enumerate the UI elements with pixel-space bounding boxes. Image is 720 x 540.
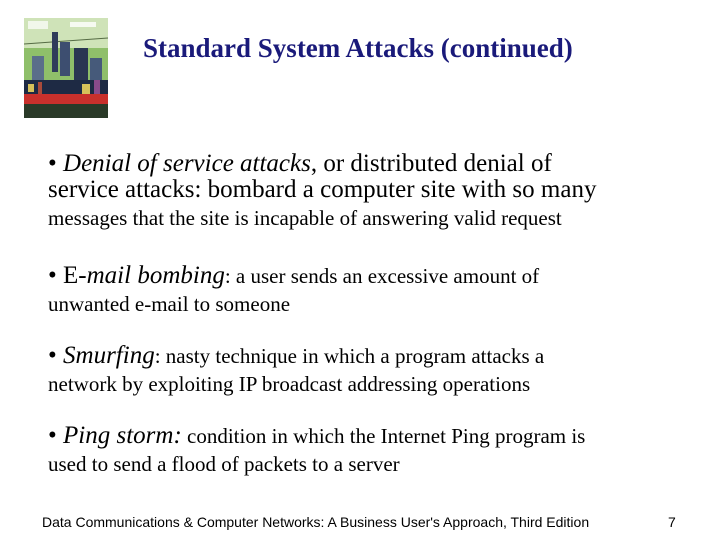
bullet-text: used to send a flood of packets to a server bbox=[48, 452, 400, 476]
bullet-line bbox=[48, 176, 688, 204]
bullet-line bbox=[48, 262, 688, 290]
bullet-marker: • bbox=[48, 342, 57, 369]
bullet-line bbox=[48, 342, 688, 370]
bullet-text: unwanted e-mail to someone bbox=[48, 292, 291, 316]
bullet-prefix: E- bbox=[63, 262, 87, 289]
bullet-term: Denial of service attacks bbox=[63, 150, 311, 177]
bullet-line bbox=[48, 292, 688, 317]
bullet-denial-of-service bbox=[48, 150, 688, 231]
bullet-ping-storm bbox=[48, 422, 688, 477]
bullet-email-bombing bbox=[48, 262, 688, 317]
book-cover-art bbox=[24, 18, 108, 118]
bullet-marker: • bbox=[48, 422, 57, 449]
page-number: 7 bbox=[668, 514, 676, 530]
bullet-text: , or distributed denial of bbox=[310, 150, 552, 177]
bullet-marker: • bbox=[48, 150, 57, 177]
bullet-line bbox=[48, 452, 688, 477]
slide-title: Standard System Attacks (continued) bbox=[143, 33, 573, 63]
bullet-text: : nasty technique in which a program attacks a bbox=[154, 344, 545, 368]
bullet-line bbox=[48, 372, 688, 397]
bullet-term: Smurfing bbox=[63, 342, 155, 369]
bullet-term: mail bombing bbox=[86, 262, 225, 289]
bullet-smurfing bbox=[48, 342, 688, 397]
bullet-text: network by exploiting IP broadcast addressing operations bbox=[48, 372, 531, 396]
bullet-line bbox=[48, 206, 688, 231]
bullet-marker: • bbox=[48, 262, 57, 289]
bullet-text: : a user sends an excessive amount of bbox=[224, 264, 540, 288]
bullet-line bbox=[48, 150, 688, 178]
footer-book-title: Data Communications & Computer Networks: A Business User's Approach, Third Edition bbox=[42, 514, 590, 530]
bullet-line bbox=[48, 422, 688, 450]
bullet-text: messages that the site is incapable of answering valid request bbox=[48, 206, 562, 230]
bullet-text: service attacks: bombard a computer site with so many bbox=[48, 176, 597, 203]
bullet-text: condition in which the Internet Ping program is bbox=[181, 424, 586, 448]
bullet-term: Ping storm: bbox=[63, 422, 182, 449]
book-cover-image bbox=[24, 18, 108, 118]
